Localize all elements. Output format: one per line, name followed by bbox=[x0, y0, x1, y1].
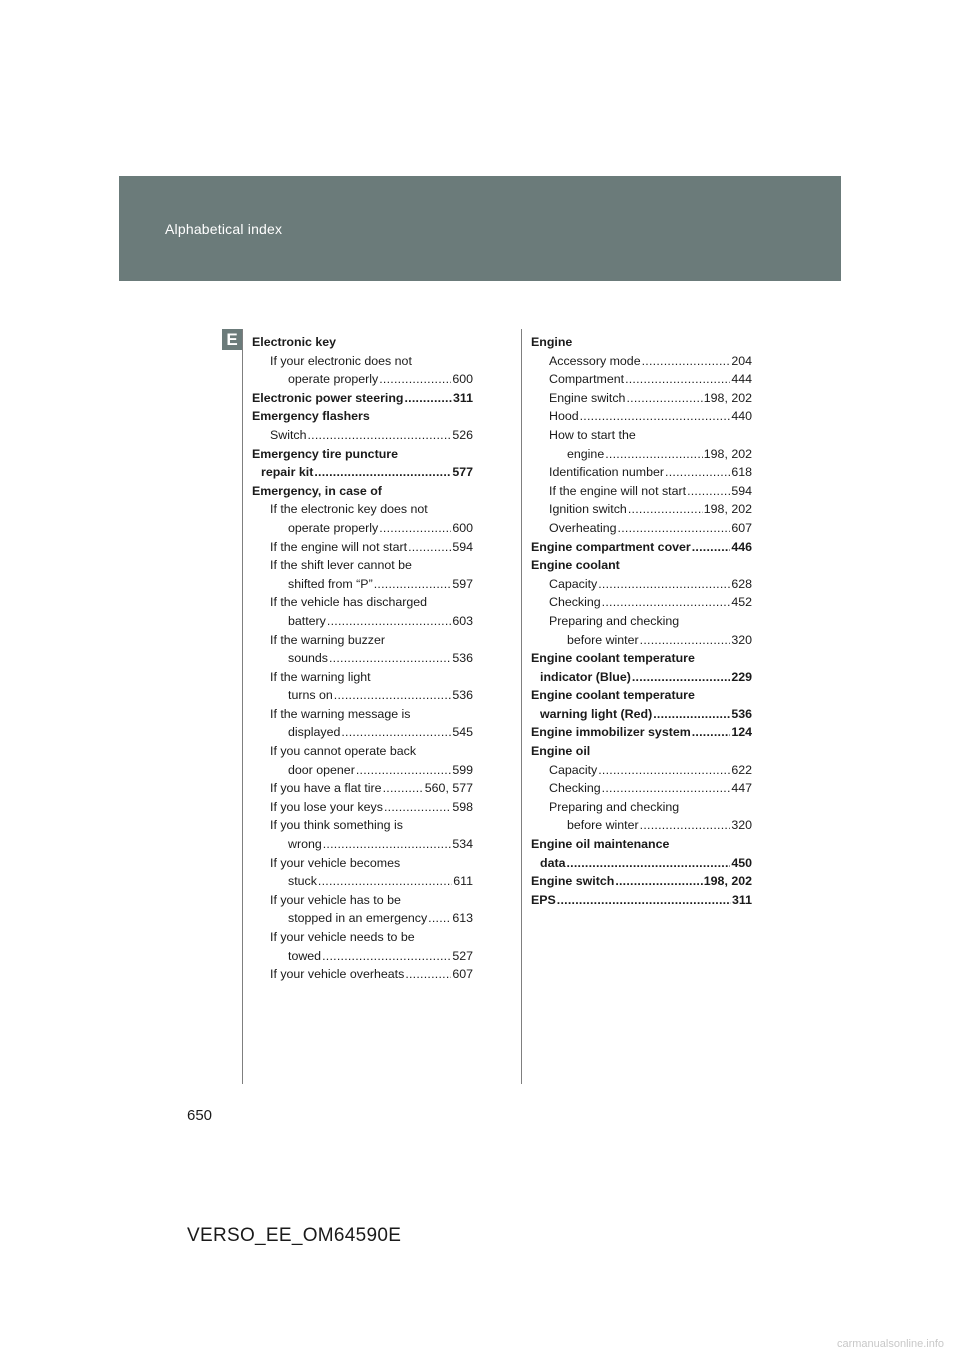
index-entry-text: Preparing and checking bbox=[549, 613, 680, 628]
dot-leader bbox=[374, 575, 452, 594]
index-entry bbox=[252, 370, 473, 389]
dot-leader bbox=[653, 705, 730, 724]
index-entry-page: 527 bbox=[452, 948, 473, 963]
index-entry bbox=[531, 445, 752, 464]
dot-leader bbox=[329, 649, 451, 668]
index-entry bbox=[252, 500, 473, 519]
index-entry-text: If the warning light bbox=[270, 669, 371, 684]
index-entry bbox=[252, 407, 473, 426]
index-entry-text: sounds bbox=[288, 651, 328, 666]
index-entry bbox=[252, 947, 473, 966]
index-entry bbox=[252, 389, 473, 408]
index-entry-page: 545 bbox=[452, 725, 473, 740]
index-entry-text: indicator (Blue) bbox=[540, 669, 631, 684]
index-entry-page: 311 bbox=[732, 892, 752, 907]
dot-leader bbox=[640, 816, 731, 835]
dot-leader bbox=[687, 482, 730, 501]
index-entry-page: 611 bbox=[453, 874, 473, 889]
index-entry-text: Engine immobilizer system bbox=[531, 725, 691, 740]
index-entry-text: Engine coolant temperature bbox=[531, 688, 695, 703]
index-entry-page: 198, 202 bbox=[703, 874, 752, 889]
index-entry bbox=[531, 779, 752, 798]
dot-leader bbox=[566, 854, 730, 873]
index-entry bbox=[252, 333, 473, 352]
index-entry-text: Checking bbox=[549, 595, 601, 610]
index-entry-text: data bbox=[540, 855, 566, 870]
dot-leader bbox=[405, 965, 451, 984]
index-entry-text: Emergency tire puncture bbox=[252, 446, 398, 461]
dot-leader bbox=[408, 538, 451, 557]
index-entry-text: Emergency, in case of bbox=[252, 483, 382, 498]
dot-leader bbox=[379, 370, 451, 389]
index-entry bbox=[531, 389, 752, 408]
index-entry-text: If the engine will not start bbox=[270, 539, 408, 554]
dot-leader bbox=[618, 519, 731, 538]
index-entry bbox=[252, 761, 473, 780]
index-entry-page: 577 bbox=[452, 465, 473, 480]
index-entry-text: towed bbox=[288, 948, 322, 963]
index-entry-text: battery bbox=[288, 613, 326, 628]
index-entry bbox=[531, 556, 752, 575]
index-entry-text: Emergency flashers bbox=[252, 409, 370, 424]
dot-leader bbox=[356, 761, 451, 780]
dot-leader bbox=[314, 463, 451, 482]
index-entry-page: 198, 202 bbox=[703, 390, 752, 405]
index-entry bbox=[252, 835, 473, 854]
index-entry bbox=[531, 798, 752, 817]
index-entry-text: warning light (Red) bbox=[540, 706, 653, 721]
index-entry bbox=[252, 798, 473, 817]
index-entry-page: 536 bbox=[452, 651, 473, 666]
index-entry-text: Ignition switch bbox=[549, 502, 627, 517]
dot-leader bbox=[327, 612, 451, 631]
index-entry-page: 622 bbox=[731, 762, 752, 777]
index-entry bbox=[252, 965, 473, 984]
index-entry-text: Engine compartment cover bbox=[531, 539, 691, 554]
dot-leader bbox=[605, 445, 703, 464]
index-entry bbox=[531, 705, 752, 724]
index-entry-text: Capacity bbox=[549, 576, 598, 591]
index-entry bbox=[531, 742, 752, 761]
index-entry-page: 311 bbox=[453, 390, 473, 405]
dot-leader bbox=[615, 872, 702, 891]
dot-leader bbox=[341, 723, 451, 742]
dot-leader bbox=[379, 519, 451, 538]
index-entry bbox=[531, 854, 752, 873]
index-entry bbox=[531, 686, 752, 705]
index-entry bbox=[252, 612, 473, 631]
dot-leader bbox=[602, 593, 731, 612]
index-entry-page: 560, 577 bbox=[424, 781, 473, 796]
index-entry-page: 599 bbox=[452, 762, 473, 777]
dot-leader bbox=[632, 668, 730, 687]
index-entry-text: Hood bbox=[549, 409, 579, 424]
index-entry-text: EPS bbox=[531, 892, 556, 907]
index-entry-text: displayed bbox=[288, 725, 341, 740]
index-entry bbox=[252, 445, 473, 464]
index-entry-text: If the vehicle has discharged bbox=[270, 595, 428, 610]
index-entry-page: 450 bbox=[731, 855, 752, 870]
index-entry-page: 204 bbox=[731, 353, 752, 368]
index-entry-page: 613 bbox=[452, 911, 473, 926]
index-entry-text: If you lose your keys bbox=[270, 799, 383, 814]
dot-leader bbox=[308, 426, 452, 445]
index-entry-text: before winter bbox=[567, 818, 639, 833]
dot-leader bbox=[323, 835, 452, 854]
dot-leader bbox=[642, 352, 731, 371]
index-entry bbox=[252, 909, 473, 928]
index-entry-text: If you have a flat tire bbox=[270, 781, 382, 796]
index-entry-text: door opener bbox=[288, 762, 355, 777]
page-number: 650 bbox=[187, 1107, 213, 1124]
index-entry-text: If your vehicle overheats bbox=[270, 967, 405, 982]
index-entry-text: Engine coolant bbox=[531, 558, 620, 573]
index-entry-page: 598 bbox=[452, 799, 473, 814]
index-entry-text: wrong bbox=[288, 837, 322, 852]
index-entry-text: Engine switch bbox=[531, 874, 615, 889]
index-entry-text: If your electronic does not bbox=[270, 353, 412, 368]
index-entry bbox=[252, 854, 473, 873]
index-entry bbox=[531, 575, 752, 594]
index-entry bbox=[252, 538, 473, 557]
index-entry bbox=[252, 593, 473, 612]
index-entry bbox=[252, 575, 473, 594]
index-entry-page: 526 bbox=[452, 427, 473, 442]
index-entry bbox=[252, 463, 473, 482]
index-entry-text: Overheating bbox=[549, 520, 617, 535]
index-entry-page: 320 bbox=[731, 632, 752, 647]
index-entry bbox=[252, 519, 473, 538]
section-letter-tab: E bbox=[222, 329, 242, 350]
index-entry-page: 446 bbox=[731, 539, 752, 554]
index-entry bbox=[252, 742, 473, 761]
index-entry-page: 618 bbox=[731, 465, 752, 480]
dot-leader bbox=[598, 761, 730, 780]
index-entry bbox=[531, 426, 752, 445]
page-title: Alphabetical index bbox=[165, 221, 283, 237]
index-entry-text: engine bbox=[567, 446, 605, 461]
index-entry-page: 594 bbox=[452, 539, 473, 554]
index-entry-text: If your vehicle has to be bbox=[270, 892, 401, 907]
index-entry bbox=[531, 668, 752, 687]
index-entry bbox=[252, 482, 473, 501]
dot-leader bbox=[628, 500, 703, 519]
index-entry-text: Engine oil maintenance bbox=[531, 837, 670, 852]
index-entry-text: turns on bbox=[288, 688, 333, 703]
dot-leader bbox=[318, 872, 452, 891]
dot-leader bbox=[428, 909, 451, 928]
index-entry bbox=[531, 872, 752, 891]
dot-leader bbox=[625, 370, 730, 389]
index-entry-text: repair kit bbox=[261, 465, 314, 480]
index-entry-page: 600 bbox=[452, 372, 473, 387]
index-entry-text: shifted from “P” bbox=[288, 576, 373, 591]
index-entry bbox=[531, 538, 752, 557]
dot-leader bbox=[640, 631, 731, 650]
index-entry-text: If the engine will not start bbox=[549, 483, 687, 498]
index-entry-text: before winter bbox=[567, 632, 639, 647]
index-entry-text: If your vehicle becomes bbox=[270, 855, 401, 870]
dot-leader bbox=[384, 798, 451, 817]
index-entry-text: Compartment bbox=[549, 372, 625, 387]
index-entry-page: 444 bbox=[731, 372, 752, 387]
index-entry-text: Capacity bbox=[549, 762, 598, 777]
index-entry bbox=[531, 761, 752, 780]
dot-leader bbox=[557, 891, 731, 910]
index-entry bbox=[531, 407, 752, 426]
index-entry-text: operate properly bbox=[288, 372, 379, 387]
index-entry-page: 447 bbox=[731, 781, 752, 796]
index-entry-page: 536 bbox=[731, 706, 752, 721]
index-entry-text: Engine switch bbox=[549, 390, 626, 405]
index-entry bbox=[252, 631, 473, 650]
column-divider-right bbox=[521, 329, 522, 1084]
index-entry-page: 124 bbox=[731, 725, 752, 740]
index-entry-text: Checking bbox=[549, 781, 601, 796]
index-entry bbox=[531, 816, 752, 835]
index-entry-page: 603 bbox=[452, 613, 473, 628]
index-entry-text: Electronic power steering bbox=[252, 390, 404, 405]
index-entry bbox=[252, 779, 473, 798]
index-entry bbox=[252, 723, 473, 742]
index-entry bbox=[531, 835, 752, 854]
dot-leader bbox=[665, 463, 730, 482]
index-entry-text: Electronic key bbox=[252, 335, 337, 349]
index-entry-text: How to start the bbox=[549, 427, 636, 442]
index-entry bbox=[252, 705, 473, 724]
index-entry-page: 198, 202 bbox=[703, 446, 752, 461]
index-entry bbox=[531, 593, 752, 612]
index-entry-page: 607 bbox=[452, 967, 473, 982]
index-entry bbox=[531, 500, 752, 519]
dot-leader bbox=[602, 779, 731, 798]
index-entry bbox=[252, 891, 473, 910]
index-entry bbox=[531, 519, 752, 538]
index-entry-text: If you think something is bbox=[270, 818, 403, 833]
index-entry bbox=[252, 686, 473, 705]
index-entry-text: Engine coolant temperature bbox=[531, 651, 695, 666]
index-entry-page: 440 bbox=[731, 409, 752, 424]
index-entry bbox=[252, 872, 473, 891]
index-entry-text: If the shift lever cannot be bbox=[270, 558, 412, 573]
index-entry bbox=[531, 649, 752, 668]
index-column-left bbox=[252, 333, 473, 984]
index-entry bbox=[252, 556, 473, 575]
dot-leader bbox=[580, 407, 731, 426]
index-entry-text: If the warning buzzer bbox=[270, 632, 386, 647]
dot-leader bbox=[626, 389, 702, 408]
index-entry bbox=[531, 352, 752, 371]
index-entry-page: 607 bbox=[731, 520, 752, 535]
index-entry-text: operate properly bbox=[288, 520, 379, 535]
dot-leader bbox=[598, 575, 730, 594]
dot-leader bbox=[692, 723, 731, 742]
index-entry bbox=[531, 482, 752, 501]
index-entry-page: 452 bbox=[731, 595, 752, 610]
index-entry-page: 594 bbox=[731, 483, 752, 498]
index-entry bbox=[252, 352, 473, 371]
dot-leader bbox=[404, 389, 452, 408]
index-entry-text: If the warning message is bbox=[270, 706, 411, 721]
index-entry-page: 534 bbox=[452, 837, 473, 852]
index-entry-text: If your vehicle needs to be bbox=[270, 930, 415, 944]
index-entry bbox=[531, 333, 752, 352]
index-entry-page: 198, 202 bbox=[703, 502, 752, 517]
header-band bbox=[119, 176, 841, 281]
index-entry-text: Engine oil bbox=[531, 744, 591, 759]
dot-leader bbox=[383, 779, 424, 798]
dot-leader bbox=[692, 538, 731, 557]
index-entry bbox=[531, 631, 752, 650]
index-entry-page: 229 bbox=[731, 669, 752, 684]
index-entry-text: Identification number bbox=[549, 465, 665, 480]
index-entry bbox=[531, 891, 752, 910]
document-code: VERSO_EE_OM64590E bbox=[187, 1225, 402, 1246]
index-entry-text: Accessory mode bbox=[549, 353, 641, 368]
index-entry bbox=[531, 612, 752, 631]
index-entry-page: 597 bbox=[452, 576, 473, 591]
dot-leader bbox=[334, 686, 452, 705]
index-entry-text: stuck bbox=[288, 874, 317, 889]
index-entry bbox=[252, 928, 473, 947]
index-column-right bbox=[531, 333, 752, 909]
index-entry-text: Preparing and checking bbox=[549, 799, 680, 814]
index-entry-text: Engine bbox=[531, 335, 573, 349]
index-entry-page: 628 bbox=[731, 576, 752, 591]
watermark: carmanualsonline.info bbox=[836, 1338, 944, 1350]
index-entry-text: If the electronic key does not bbox=[270, 502, 428, 517]
index-entry-text: Switch bbox=[270, 427, 307, 442]
index-entry-page: 600 bbox=[452, 520, 473, 535]
index-entry bbox=[252, 649, 473, 668]
index-entry bbox=[531, 370, 752, 389]
index-entry-page: 536 bbox=[452, 688, 473, 703]
index-entry bbox=[252, 426, 473, 445]
index-entry-page: 320 bbox=[731, 818, 752, 833]
index-entry-text: stopped in an emergency bbox=[288, 911, 428, 926]
index-entry bbox=[531, 723, 752, 742]
index-entry bbox=[252, 816, 473, 835]
index-entry bbox=[252, 668, 473, 687]
column-divider-left bbox=[242, 329, 243, 1084]
dot-leader bbox=[322, 947, 451, 966]
index-entry-text: If you cannot operate back bbox=[270, 744, 417, 759]
index-entry bbox=[531, 463, 752, 482]
